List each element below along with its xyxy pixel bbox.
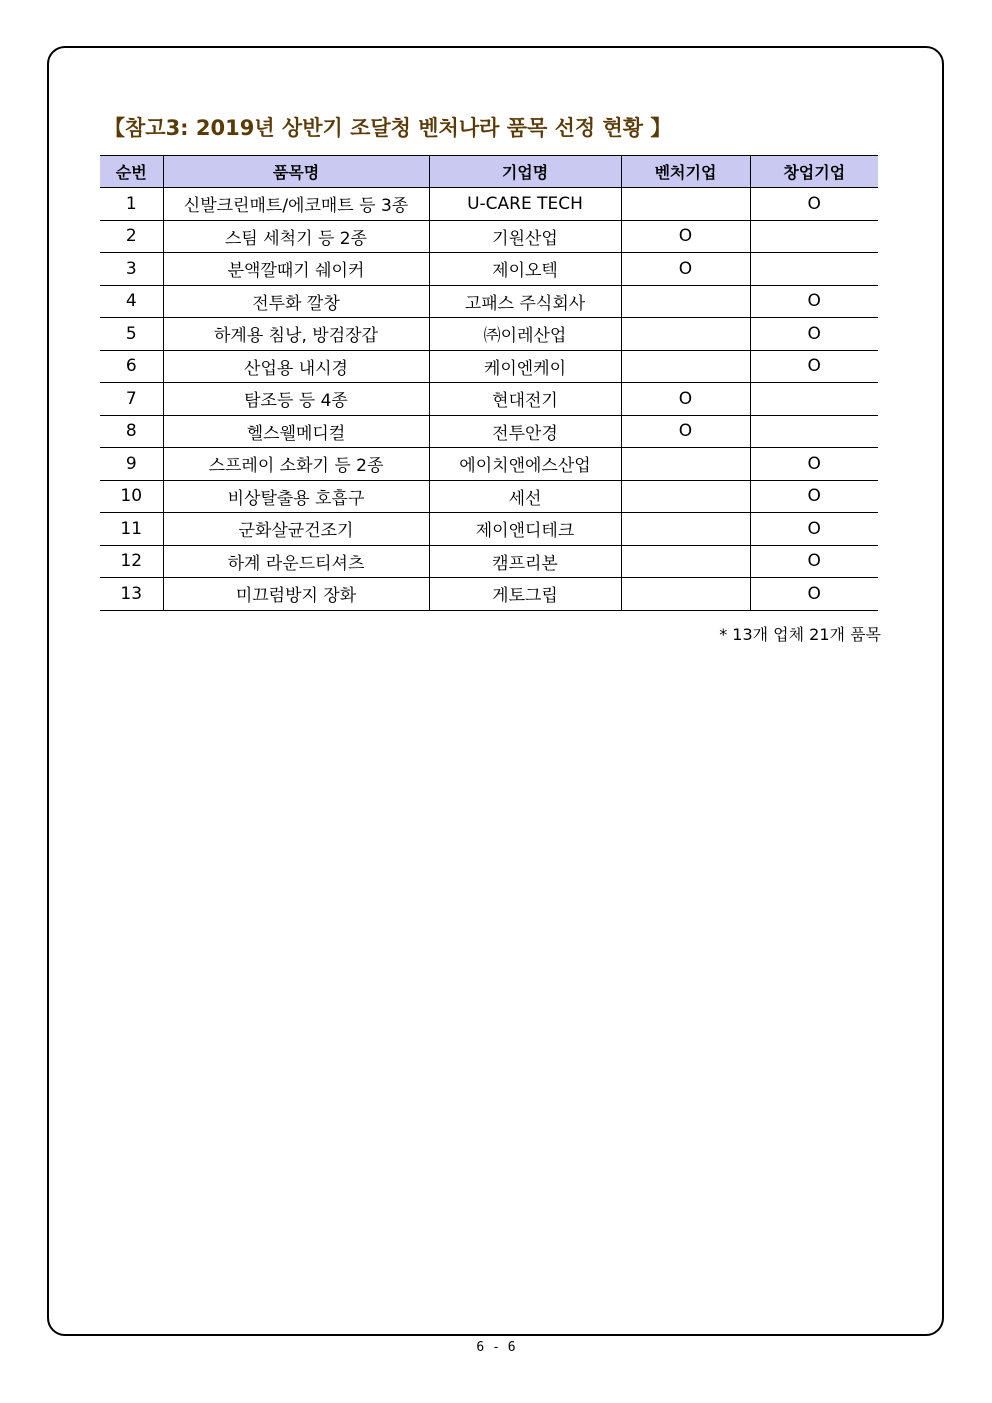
cell-venture bbox=[621, 285, 750, 318]
cell-venture bbox=[621, 578, 750, 611]
cell-number: 3 bbox=[100, 253, 163, 286]
cell-startup: O bbox=[750, 188, 878, 221]
table-row bbox=[100, 350, 878, 383]
cell-item-name: 하계용 침낭, 방검장갑 bbox=[163, 318, 429, 351]
document-title: 【참고3: 2019년 상반기 조달청 벤처나라 품목 선정 현황 】 bbox=[104, 116, 672, 140]
cell-startup: O bbox=[750, 448, 878, 481]
page-number: 6 - 6 bbox=[476, 1340, 516, 1355]
cell-company-name: 케이엔케이 bbox=[429, 350, 621, 383]
reference-table bbox=[100, 155, 878, 611]
table-row bbox=[100, 220, 878, 253]
cell-venture: O bbox=[621, 415, 750, 448]
cell-startup bbox=[750, 220, 878, 253]
cell-venture: O bbox=[621, 253, 750, 286]
header-company-name: 기업명 bbox=[429, 156, 621, 188]
cell-venture: O bbox=[621, 383, 750, 416]
cell-startup: O bbox=[750, 578, 878, 611]
cell-number: 13 bbox=[100, 578, 163, 611]
cell-venture bbox=[621, 513, 750, 546]
header-startup: 창업기업 bbox=[750, 156, 878, 188]
cell-venture bbox=[621, 318, 750, 351]
cell-startup: O bbox=[750, 285, 878, 318]
table-row bbox=[100, 188, 878, 221]
cell-company-name: ㈜이레산업 bbox=[429, 318, 621, 351]
cell-number: 1 bbox=[100, 188, 163, 221]
table-row bbox=[100, 415, 878, 448]
cell-venture bbox=[621, 350, 750, 383]
cell-item-name: 탐조등 등 4종 bbox=[163, 383, 429, 416]
cell-number: 10 bbox=[100, 480, 163, 513]
table-row bbox=[100, 383, 878, 416]
cell-company-name: 제이앤디테크 bbox=[429, 513, 621, 546]
cell-startup bbox=[750, 253, 878, 286]
table-row bbox=[100, 318, 878, 351]
table-row bbox=[100, 253, 878, 286]
cell-item-name: 스팀 세척기 등 2종 bbox=[163, 220, 429, 253]
cell-number: 2 bbox=[100, 220, 163, 253]
cell-number: 6 bbox=[100, 350, 163, 383]
cell-number: 8 bbox=[100, 415, 163, 448]
summary-note: * 13개 업체 21개 품목 bbox=[719, 625, 881, 644]
cell-venture bbox=[621, 545, 750, 578]
cell-number: 12 bbox=[100, 545, 163, 578]
cell-venture: O bbox=[621, 220, 750, 253]
header-number: 순번 bbox=[100, 156, 163, 188]
cell-company-name: U-CARE TECH bbox=[429, 188, 621, 221]
table-row bbox=[100, 448, 878, 481]
cell-item-name: 하계 라운드티셔츠 bbox=[163, 545, 429, 578]
cell-item-name: 전투화 깔창 bbox=[163, 285, 429, 318]
cell-number: 4 bbox=[100, 285, 163, 318]
cell-number: 11 bbox=[100, 513, 163, 546]
cell-item-name: 헬스웰메디컬 bbox=[163, 415, 429, 448]
cell-startup: O bbox=[750, 480, 878, 513]
table-row bbox=[100, 480, 878, 513]
cell-item-name: 미끄럼방지 장화 bbox=[163, 578, 429, 611]
cell-number: 5 bbox=[100, 318, 163, 351]
cell-startup: O bbox=[750, 545, 878, 578]
cell-company-name: 에이치앤에스산업 bbox=[429, 448, 621, 481]
table-row bbox=[100, 578, 878, 611]
cell-company-name: 게토그립 bbox=[429, 578, 621, 611]
cell-company-name: 고패스 주식회사 bbox=[429, 285, 621, 318]
header-venture: 벤처기업 bbox=[621, 156, 750, 188]
cell-item-name: 분액깔때기 쉐이커 bbox=[163, 253, 429, 286]
cell-item-name: 군화살균건조기 bbox=[163, 513, 429, 546]
table-row bbox=[100, 513, 878, 546]
cell-startup: O bbox=[750, 513, 878, 546]
cell-item-name: 산업용 내시경 bbox=[163, 350, 429, 383]
cell-company-name: 기원산업 bbox=[429, 220, 621, 253]
cell-company-name: 세선 bbox=[429, 480, 621, 513]
table-row bbox=[100, 285, 878, 318]
cell-company-name: 캠프리본 bbox=[429, 545, 621, 578]
cell-item-name: 신발크린매트/에코매트 등 3종 bbox=[163, 188, 429, 221]
cell-venture bbox=[621, 188, 750, 221]
table-body bbox=[100, 188, 878, 611]
cell-number: 7 bbox=[100, 383, 163, 416]
table-header-row bbox=[100, 156, 878, 188]
cell-startup bbox=[750, 415, 878, 448]
cell-company-name: 전투안경 bbox=[429, 415, 621, 448]
cell-venture bbox=[621, 480, 750, 513]
cell-item-name: 스프레이 소화기 등 2종 bbox=[163, 448, 429, 481]
cell-startup bbox=[750, 383, 878, 416]
table-row bbox=[100, 545, 878, 578]
cell-venture bbox=[621, 448, 750, 481]
cell-item-name: 비상탈출용 호흡구 bbox=[163, 480, 429, 513]
cell-startup: O bbox=[750, 350, 878, 383]
cell-startup: O bbox=[750, 318, 878, 351]
cell-number: 9 bbox=[100, 448, 163, 481]
header-item-name: 품목명 bbox=[163, 156, 429, 188]
cell-company-name: 현대전기 bbox=[429, 383, 621, 416]
cell-company-name: 제이오텍 bbox=[429, 253, 621, 286]
